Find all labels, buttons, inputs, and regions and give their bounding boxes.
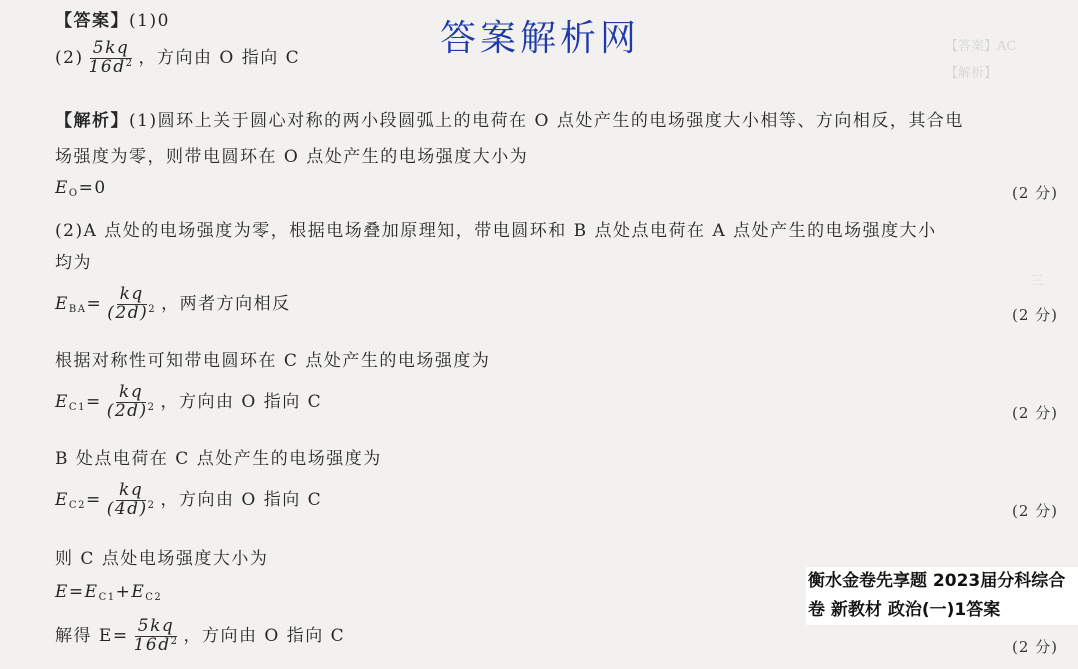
score-label: (2 分) xyxy=(1011,638,1058,656)
score-label: (2 分) xyxy=(1011,502,1058,520)
analysis-line-7: 则 C 点处电场强度大小为 xyxy=(55,549,269,569)
fraction: $\frac{5kq}{16d^2}$ xyxy=(88,38,134,77)
watermark-title: 答案解析网 xyxy=(440,18,641,59)
analysis-line-2: 场强度为零，则带电圆环在 O 点处产生的电场强度大小为 xyxy=(55,147,529,167)
answer-line-1 xyxy=(55,6,170,31)
bleed-text: 三 xyxy=(1030,274,1044,289)
bleed-text: 【解析】 xyxy=(945,66,998,81)
analysis-line-4: 均为 xyxy=(55,253,92,273)
equation-result: 解得 E= $\frac{5kq}{16d^2}$ ，方向由 O 指向 C xyxy=(55,616,346,655)
equation-ec1: $E_{C1}=$ $\frac{kq}{(2d)^2}$ ，方向由 O 指向 C xyxy=(55,382,323,421)
answer-line-2: (2) $\frac{5kq}{16d^2}$ ，方向由 O 指向 C xyxy=(55,38,301,77)
score-label: (2 分) xyxy=(1011,306,1058,324)
bleed-text: 【答案】AC xyxy=(945,39,1017,54)
equation-eo: $E_O=0$ xyxy=(55,178,107,199)
answer-part1: (1)0 xyxy=(129,11,170,31)
analysis-line-1: 【解析】(1)圆环上关于圆心对称的两小段圆弧上的电荷在 O 点处产生的电场强度大小相等、方向相反，其合电 xyxy=(55,111,964,131)
source-caption: 衡水金卷先享题 2023届分科综合卷 新教材 政治(一)1答案 xyxy=(806,567,1078,625)
analysis-label: 【解析】 xyxy=(55,111,129,131)
equation-eba: $E_{BA}=$ $\frac{kq}{(2d)^2}$ ，两者方向相反 xyxy=(55,284,291,323)
equation-ec2: $E_{C2}=$ $\frac{kq}{(4d)^2}$ ，方向由 O 指向 C xyxy=(55,480,323,519)
equation-e-sum: $E=E_{C1}+E_{C2}$ xyxy=(55,582,163,603)
score-label: (2 分) xyxy=(1011,184,1058,202)
answer-label: 【答案】 xyxy=(55,11,129,31)
analysis-line-5: 根据对称性可知带电圆环在 C 点处产生的电场强度为 xyxy=(55,351,491,371)
score-label: (2 分) xyxy=(1011,404,1058,422)
analysis-line-3: (2)A 点处的电场强度为零，根据电场叠加原理知，带电圆环和 B 点处点电荷在 A 点处产生的电场强度大小 xyxy=(55,221,937,241)
analysis-line-6: B 处点电荷在 C 点处产生的电场强度为 xyxy=(55,449,382,469)
